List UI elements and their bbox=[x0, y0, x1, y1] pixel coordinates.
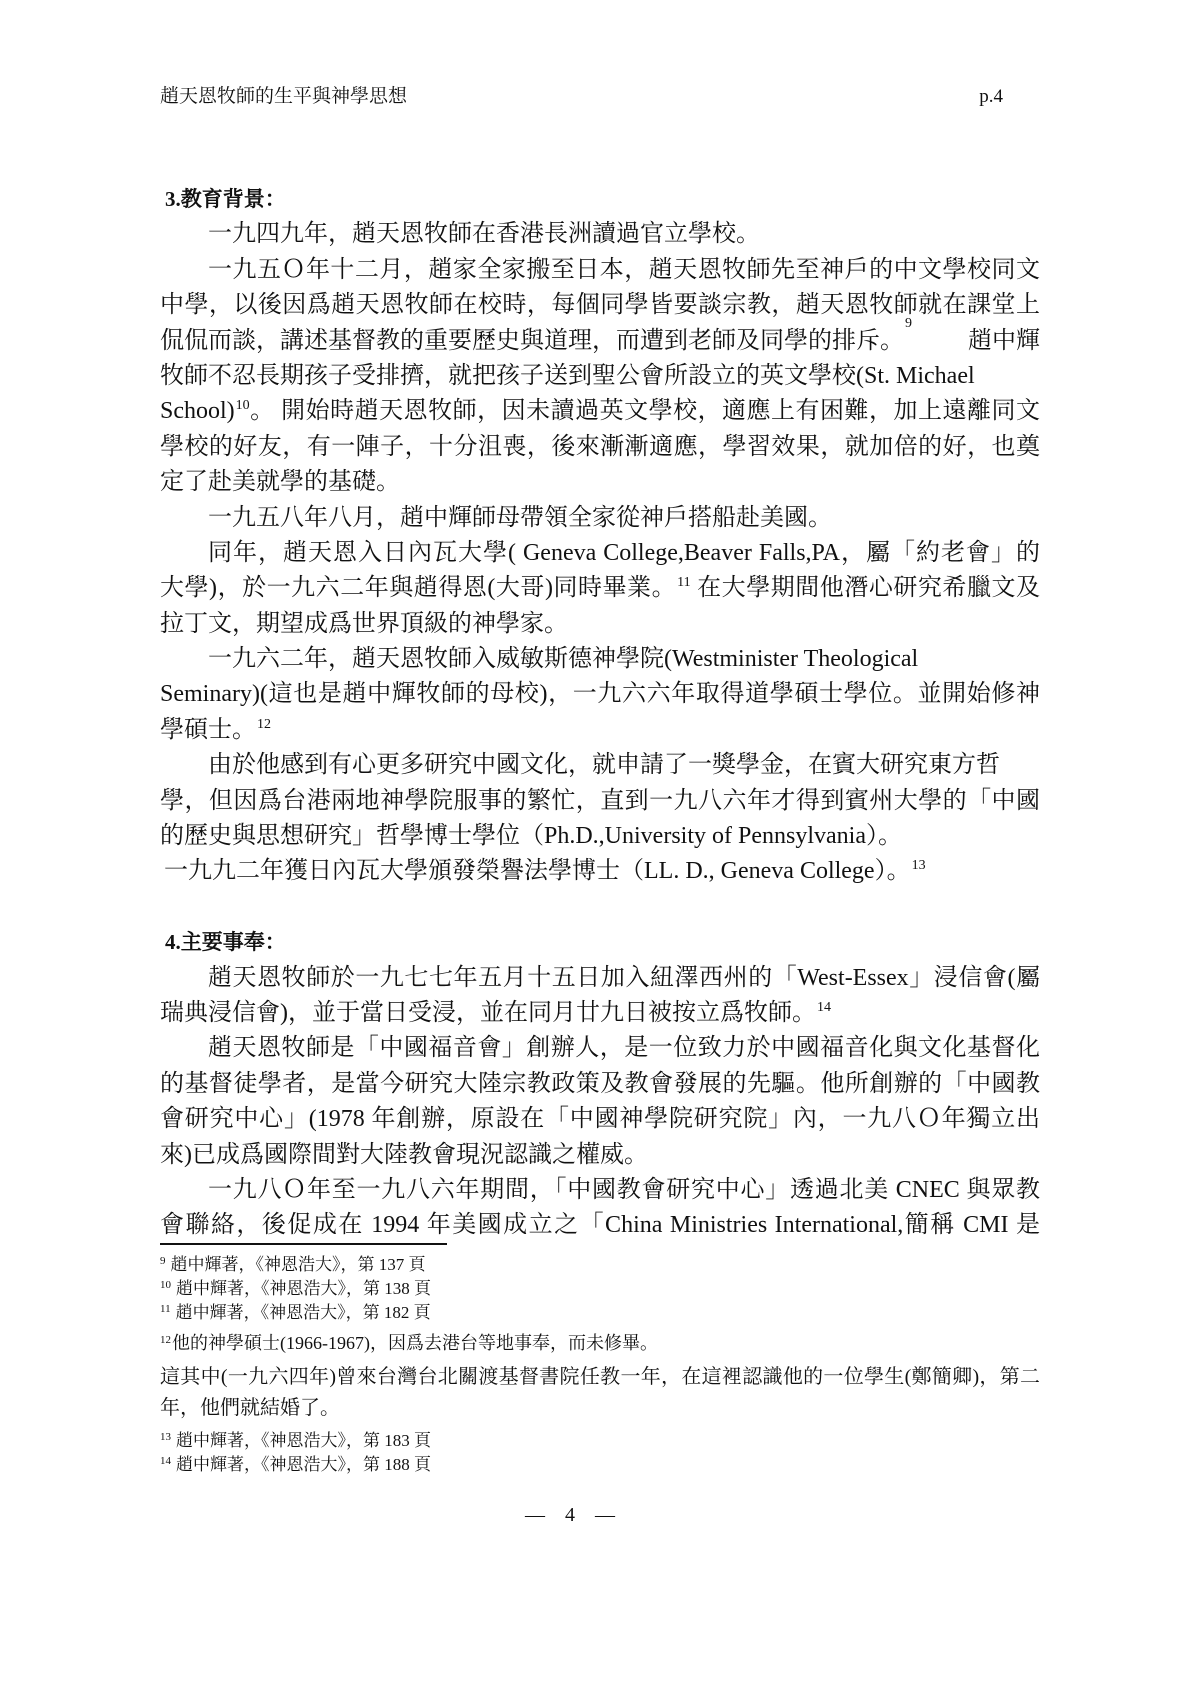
paragraph-line: 會研究中心」(1978 年創辦，原設在「中國神學院研究院」內，一九八Ｏ年獨立出 bbox=[160, 1106, 1040, 1133]
line-text: 在大學期間他潛心研究希臘文及 bbox=[690, 575, 1040, 602]
line-text: 趙中輝 bbox=[968, 327, 1040, 354]
footnote-ref: 10 bbox=[235, 398, 250, 414]
paragraph-line: 趙天恩牧師於一九七七年五月十五日加入紐澤西州的「West-Essex」浸信會(屬 bbox=[208, 964, 1040, 991]
paragraph-line bbox=[160, 315, 1040, 359]
paragraph-line bbox=[160, 996, 1040, 1031]
footnote bbox=[160, 1277, 1040, 1301]
page-label: p.4 bbox=[979, 86, 1003, 107]
footnote-number: 14 bbox=[160, 1455, 171, 1467]
line-text: School) bbox=[160, 398, 235, 425]
footer-dash: — bbox=[525, 1504, 545, 1526]
footnote-number: 9 bbox=[160, 1255, 166, 1267]
footnote-text: 趙中輝著，《神恩浩大》，第 182 頁 bbox=[175, 1303, 431, 1322]
paragraph-line: 來)已成爲國際間對大陸教會現況認識之權威。 bbox=[160, 1141, 648, 1168]
running-header bbox=[160, 85, 1003, 109]
paragraph-line: 同年，趙天恩入日內瓦大學( Geneva College,Beaver Falls,PA，屬「約老會」的 bbox=[208, 539, 1040, 566]
footnote-number: 12 bbox=[160, 1334, 171, 1346]
paragraph-line: 一九八Ｏ年至一九八六年期間，「中國教會研究中心」透過北美 CNEC 與眾教 bbox=[208, 1176, 1040, 1203]
line-text: 。 開始時趙天恩牧師，因未讀過英文學校，適應上有困難，加上遠離同文 bbox=[249, 398, 1040, 425]
footnote bbox=[160, 1301, 1040, 1325]
footer-dash: — bbox=[595, 1504, 615, 1526]
paragraph-line bbox=[160, 571, 1040, 606]
footnote-separator bbox=[160, 1243, 447, 1245]
paragraph-line: 學校的好友，有一陣子，十分沮喪，後來漸漸適應，學習效果，就加倍的好，也奠 bbox=[160, 433, 1040, 460]
line-text: 一九九二年獲日內瓦大學頒發榮譽法學博士（LL. D., Geneva College）。 bbox=[164, 858, 911, 885]
line-text: 侃侃而談，講述基督教的重要歷史與道理，而遭到老師及同學的排斥。 bbox=[160, 327, 904, 354]
footnote-ref: 11 bbox=[677, 575, 691, 591]
section-heading: 3.教育背景： bbox=[165, 187, 286, 211]
footnote-text: 趙中輝著，《神恩浩大》，第 188 頁 bbox=[176, 1455, 431, 1474]
footnote-text: 趙中輝著，《神恩浩大》，第 137 頁 bbox=[170, 1255, 426, 1274]
footnote-ref: 13 bbox=[911, 858, 926, 874]
paragraph-line bbox=[160, 854, 1040, 889]
footnote-ref: 14 bbox=[817, 999, 831, 1015]
paragraph-line: 拉丁文，期望成爲世界頂級的神學家。 bbox=[160, 610, 568, 637]
document-title: 趙天恩牧師的生平與神學思想 bbox=[160, 86, 408, 107]
page-number: 4 bbox=[565, 1504, 575, 1526]
footnote-text: 趙中輝著，《神恩浩大》，第 183 頁 bbox=[176, 1431, 431, 1450]
paragraph-line: 由於他感到有心更多研究中國文化，就申請了一獎學金，在賓大研究東方哲 bbox=[208, 752, 1000, 779]
section-heading: 4.主要事奉： bbox=[165, 930, 286, 955]
paragraph-line bbox=[160, 713, 1040, 748]
paragraph-line: 一九四九年，趙天恩牧師在香港長洲讀過官立學校。 bbox=[208, 221, 760, 248]
footnote bbox=[160, 1253, 1040, 1277]
footnote-continuation: 這其中(一九六四年)曾來台灣台北關渡基督書院任教一年，在這裡認識他的一位學生(鄭簡卿)，第二 bbox=[160, 1366, 1040, 1388]
line-text: 瑞典浸信會)，並于當日受浸，並在同月廿九日被按立爲牧師。 bbox=[160, 999, 816, 1026]
footnote-number: 11 bbox=[160, 1303, 171, 1315]
paragraph-line: 一九五Ｏ年十二月，趙家全家搬至日本，趙天恩牧師先至神戶的中文學校同文 bbox=[208, 256, 1040, 283]
paragraph-line: 中學，以後因爲趙天恩牧師在校時，每個同學皆要談宗教，趙天恩牧師就在課堂上 bbox=[160, 292, 1040, 319]
paragraph-line: 的基督徒學者，是當今研究大陸宗教政策及教會發展的先驅。他所創辦的「中國教 bbox=[160, 1070, 1040, 1097]
paragraph-line: 定了赴美就學的基礎。 bbox=[160, 469, 400, 496]
paragraph-line: 一九六二年，趙天恩牧師入威敏斯德神學院(Westminister Theological bbox=[208, 646, 919, 673]
footnote-number: 10 bbox=[160, 1279, 171, 1291]
paragraph-line: 趙天恩牧師是「中國福音會」創辦人，是一位致力於中國福音化與文化基督化 bbox=[208, 1035, 1040, 1062]
line-text: 大學)，於一九六二年與趙得恩(大哥)同時畢業。 bbox=[160, 575, 677, 602]
footnote-text: 他的神學碩士(1966-1967)，因爲去港台等地事奉，而未修畢。 bbox=[172, 1333, 658, 1353]
footnote bbox=[160, 1453, 1040, 1477]
paragraph-line: 會聯絡，後促成在 1994 年美國成立之「China Ministries International,簡稱 CMI 是 bbox=[160, 1212, 1040, 1239]
paragraph-line: 學，但因爲台港兩地神學院服事的繁忙，直到一九八六年才得到賓州大學的「中國 bbox=[160, 787, 1040, 814]
footnote bbox=[160, 1429, 1040, 1453]
paragraph-line: 牧師不忍長期孩子受排擠，就把孩子送到聖公會所設立的英文學校(St. Michael bbox=[160, 362, 975, 389]
section-gap bbox=[160, 890, 1040, 925]
line-text: 學碩士。 bbox=[160, 716, 256, 743]
footnote-text: 趙中輝著，《神恩浩大》，第 138 頁 bbox=[176, 1279, 431, 1298]
page-footer bbox=[480, 1503, 660, 1527]
paragraph-line bbox=[160, 394, 1040, 429]
footnote-number: 13 bbox=[160, 1431, 171, 1443]
body-text bbox=[160, 182, 1040, 1244]
paragraph-line: Seminary)(這也是趙中輝牧師的母校)，一九六六年取得道學碩士學位。並開始修神 bbox=[160, 681, 1040, 708]
footnote-ref: 9 bbox=[905, 315, 912, 331]
footnote-ref: 12 bbox=[257, 716, 271, 732]
paragraph-line: 一九五八年八月，趙中輝師母帶領全家從神戶搭船赴美國。 bbox=[208, 504, 832, 531]
footnote-continuation: 年，他們就結婚了。 bbox=[160, 1397, 340, 1419]
paragraph-line: 的歷史與思想研究」哲學博士學位（Ph.D.,University of Pennsylvania）。 bbox=[160, 823, 902, 850]
footnote bbox=[160, 1331, 1040, 1355]
